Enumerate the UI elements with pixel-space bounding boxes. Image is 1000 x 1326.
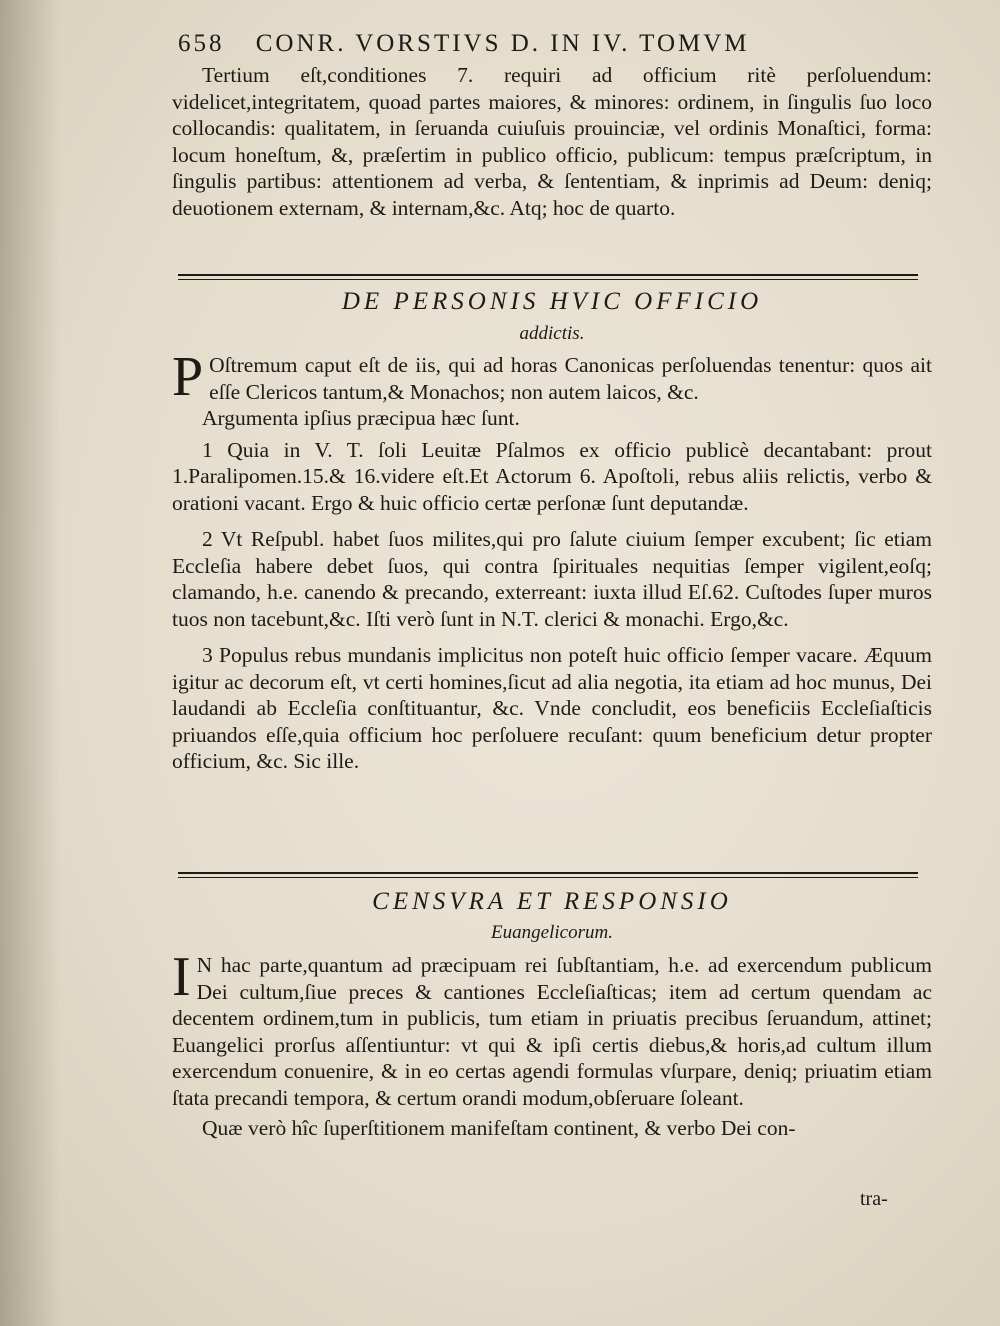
paragraph-top-block	[172, 62, 932, 221]
point-3	[172, 642, 932, 775]
section-rule-2b	[178, 877, 918, 878]
section2-last-line-text: Quæ verò hîc ſuperſtitionem manifeſtam continent, & verbo Dei con-	[202, 1116, 796, 1140]
running-header	[178, 30, 938, 58]
section1-subheading: addictis.	[519, 323, 585, 344]
paragraph-top	[172, 62, 932, 221]
dropcap-i: I	[172, 946, 191, 1008]
point-1-text: 1 Quia in V. T. ſoli Leuitæ Pſalmos ex officio publicè decantabant: prout 1.Paralipomen.15.& 16.videre eſt.Et Actorum 6. Apoſtoli, rebus aliis relictis, verbo & orationi vacant. Ergo & huic officio certæ perſonæ ſunt deputandæ.	[172, 437, 932, 515]
section-rule-2	[178, 872, 918, 874]
section1-intro	[172, 346, 932, 408]
section2-body	[172, 946, 932, 1142]
section1-body	[172, 346, 932, 775]
section2-intro	[172, 946, 932, 1111]
running-title: CONR. VORSTIVS D. IN IV. TOMVM	[255, 30, 750, 57]
section2-last-line	[172, 1115, 932, 1142]
section1-intro-text: Oſtremum caput eſt de iis, qui ad horas Canonicas perſoluendas tenentur: quos ait eſſe Clericos tantum,& Monachos; non autem laicos, &c.	[209, 353, 932, 404]
point-2-text: 2 Vt Reſpubl. habet ſuos milites,qui pro ſalute ciuium ſemper excubent; ſic etiam Eccleſia habere debet ſuos, qui contra ſpirituales nequitias ſemper vigilent,eoſq; clamando, h.e. canendo & precando, exterreant: iuxta illud Eſ.62. Cuſtodes ſuper muros tuos non tacebunt,&c. Iſti verò ſunt in N.T. clerici & monachi. Ergo,&c.	[172, 527, 932, 631]
section1-heading: DE PERSONIS HVIC OFFICIO	[341, 288, 763, 315]
paragraph-top-text: Tertium eſt,conditiones 7. requiri ad officium ritè perſoluendum: videlicet,integritatem, quoad partes maiores, & minores: ordinem, in ſingulis ſuo loco collocandis: qualitatem, in ſeruanda cuiuſuis prouinciæ, vel ordinis Monaſtici, forma: locum honeſtum, &, præſertim in publico officio, publicum: tempus præſcriptum, in ſingulis partibus: attentionem ad verba, & ſententiam, & inprimis ad Deum: deniq; deuotionem externam, & internam,&c. Atq; hoc de quarto.	[172, 63, 932, 220]
point-3-text: 3 Populus rebus mundanis implicitus non poteſt huic officio ſemper vacare. Æquum igitur ac decorum eſt, vt certi homines,ſicut ad alia negotia, ita etiam ad hoc munus, Dei laudandi ab Eccleſia conſtituantur, &c. Vnde concludit, eos beneficiis Eccleſiaſticis priuandos eſſe,quia officium hoc perſoluere recuſant: quum beneficium detur propter officium, &c. Sic ille.	[172, 643, 932, 773]
point-1	[172, 437, 932, 517]
section2-heading: CENSVRA ET RESPONSIO	[372, 888, 732, 915]
section-rule-1b	[178, 279, 918, 280]
arguments-line-text: Argumenta ipſius præcipua hæc ſunt.	[202, 406, 520, 430]
arguments-line	[172, 405, 932, 432]
section-rule-1	[178, 274, 918, 276]
dropcap-p: P	[172, 346, 204, 408]
section2-subheading: Euangelicorum.	[491, 922, 613, 943]
gutter-shadow	[0, 0, 60, 1326]
page-number: 658	[178, 30, 225, 57]
catchword: tra-	[860, 1188, 888, 1210]
point-2	[172, 526, 932, 632]
section2-intro-text: N hac parte,quantum ad præcipuam rei ſubſtantiam, h.e. ad exercendum publicum Dei cultum,ſiue preces & cantiones Eccleſiaſticas; item ad certum quendam ac decentem ordinem,tum in publicis, tum etiam in priuatis precibus ſeruandum, attinet; Euangelici prorſus aſſentiuntur: vt qui & ipſi certis diebus,& horis,ad cultum illum exercendum conuenire, & in eo certas agendi formulas vſurpare, deniq; priuatim etiam ſtata precandi tempora, & certum orandi modum,obſeruare ſoleant.	[172, 953, 932, 1110]
